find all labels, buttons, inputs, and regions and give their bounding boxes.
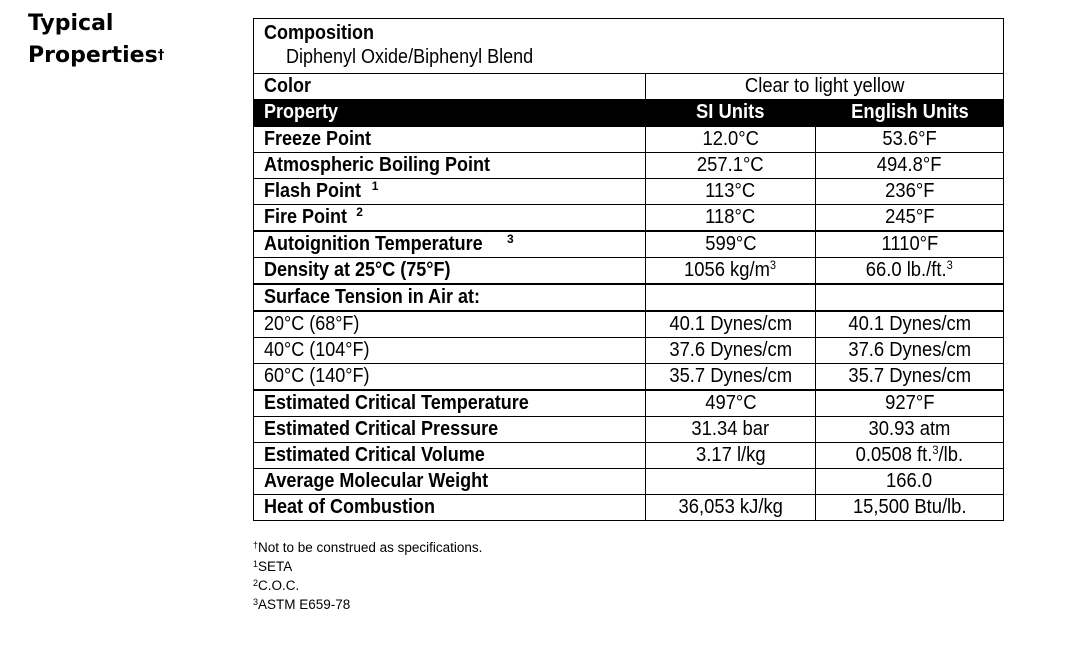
color-value: Clear to light yellow	[744, 75, 905, 97]
footnote	[253, 538, 482, 557]
english-value: 245°F	[884, 206, 935, 228]
property-name-cell	[254, 205, 646, 232]
color-label-cell	[254, 74, 646, 100]
si-value-cell	[646, 338, 816, 364]
property-name: Estimated Critical Pressure	[264, 418, 499, 440]
si-value-cell	[646, 126, 816, 153]
si-value: 599°C	[704, 233, 757, 255]
english-value-cell	[816, 311, 1004, 338]
si-value: 113°C	[705, 180, 756, 202]
english-value: 0.0508 ft.	[855, 444, 933, 466]
header-property-label: Property	[264, 101, 339, 123]
section-title-word: Properties	[28, 43, 158, 68]
property-name-cell	[254, 390, 646, 417]
property-row	[254, 153, 1004, 179]
english-value: 35.7 Dynes/cm	[848, 365, 971, 387]
property-row	[254, 179, 1004, 205]
english-value: 927°F	[884, 392, 935, 414]
color-row	[254, 74, 1004, 100]
property-name-cell	[254, 231, 646, 258]
footnote-mark: 1	[253, 559, 259, 569]
property-name-cell	[254, 258, 646, 285]
property-row	[254, 364, 1004, 391]
english-value-cell	[816, 390, 1004, 417]
header-property	[254, 100, 646, 127]
property-name: Density at 25°C (75°F)	[264, 259, 451, 281]
property-name-cell	[254, 311, 646, 338]
english-superscript: 3	[932, 443, 939, 457]
section-title	[28, 8, 228, 75]
property-name: Average Molecular Weight	[264, 470, 489, 492]
si-superscript: 3	[770, 258, 777, 272]
english-value: 66.0 lb./ft.	[866, 259, 947, 281]
property-row	[254, 390, 1004, 417]
si-value: 35.7 Dynes/cm	[669, 365, 792, 387]
footnote-mark: 3	[253, 597, 259, 607]
si-value: 257.1°C	[697, 154, 764, 176]
footnote-text: SETA	[258, 559, 293, 574]
si-value-cell	[646, 443, 816, 469]
english-value-cell	[816, 443, 1004, 469]
property-name: Heat of Combustion	[264, 496, 435, 518]
property-name: Freeze Point	[264, 128, 372, 150]
english-value: 1110°F	[881, 233, 938, 255]
section-title-line1: Typical	[28, 11, 114, 36]
si-value: 37.6 Dynes/cm	[669, 339, 792, 361]
si-value-cell	[646, 231, 816, 258]
english-value-cell	[816, 258, 1004, 285]
property-footnote-mark: 1	[371, 179, 379, 193]
property-name: 60°C (140°F)	[264, 365, 370, 387]
si-value-cell	[646, 258, 816, 285]
property-row	[254, 443, 1004, 469]
footnote-text: Not to be construed as specifications.	[258, 540, 483, 555]
footnote-text: C.O.C.	[258, 578, 300, 593]
si-value: 12.0°C	[702, 128, 759, 150]
english-value: 40.1 Dynes/cm	[848, 313, 971, 335]
property-name-cell	[254, 153, 646, 179]
english-value-tail: /lb.	[938, 444, 964, 466]
property-row	[254, 126, 1004, 153]
si-value-cell	[646, 205, 816, 232]
si-value-cell	[646, 179, 816, 205]
si-value: 1056 kg/m	[684, 259, 771, 281]
property-name-cell	[254, 469, 646, 495]
header-row	[254, 100, 1004, 127]
si-value-cell	[646, 469, 816, 495]
si-value: 3.17 l/kg	[695, 444, 766, 466]
header-english	[816, 100, 1004, 127]
property-row	[254, 231, 1004, 258]
property-name-cell	[254, 338, 646, 364]
english-value: 494.8°F	[877, 154, 942, 176]
property-name: Atmospheric Boiling Point	[264, 154, 491, 176]
composition-label: Composition	[264, 22, 374, 44]
english-value-cell	[816, 469, 1004, 495]
english-value: 15,500 Btu/lb.	[852, 496, 967, 518]
property-row	[254, 338, 1004, 364]
footnotes	[253, 538, 482, 614]
composition-row	[254, 19, 1004, 74]
footnote	[253, 595, 482, 614]
footnote-mark: 2	[253, 578, 259, 588]
si-value: 31.34 bar	[691, 418, 770, 440]
composition-value: Diphenyl Oxide/Biphenyl Blend	[286, 46, 534, 68]
english-value: 37.6 Dynes/cm	[848, 339, 971, 361]
property-name: Surface Tension in Air at:	[264, 286, 481, 308]
english-value-cell	[816, 205, 1004, 232]
english-value-cell	[816, 338, 1004, 364]
color-value-cell	[646, 74, 1004, 100]
footnote-text: ASTM E659-78	[258, 597, 351, 612]
english-value-cell	[816, 417, 1004, 443]
english-value-cell	[816, 126, 1004, 153]
property-name: Autoignition Temperature	[264, 233, 483, 255]
section-title-line2	[28, 40, 228, 75]
property-name: Flash Point	[264, 180, 362, 202]
header-si-label: SI Units	[696, 101, 765, 123]
property-name: 20°C (68°F)	[264, 313, 360, 335]
si-value-cell	[646, 153, 816, 179]
si-value-cell	[646, 417, 816, 443]
property-name: Estimated Critical Volume	[264, 444, 485, 466]
property-row	[254, 417, 1004, 443]
si-value-cell	[646, 390, 816, 417]
property-row	[254, 258, 1004, 285]
english-value-cell	[816, 364, 1004, 391]
property-name-cell	[254, 495, 646, 521]
property-name-cell	[254, 417, 646, 443]
si-value-cell	[646, 311, 816, 338]
property-row	[254, 284, 1004, 311]
property-row	[254, 469, 1004, 495]
property-name-cell	[254, 443, 646, 469]
english-superscript: 3	[946, 258, 953, 272]
si-value-cell	[646, 495, 816, 521]
property-name-cell	[254, 364, 646, 391]
property-name-cell	[254, 179, 646, 205]
dagger-mark: †	[157, 48, 165, 63]
si-value: 497°C	[704, 392, 757, 414]
property-name: 40°C (104°F)	[264, 339, 370, 361]
header-english-label: English Units	[850, 101, 969, 123]
property-footnote-mark: 2	[356, 205, 363, 219]
property-row	[254, 205, 1004, 232]
english-value-cell	[816, 153, 1004, 179]
english-value-cell	[816, 284, 1004, 311]
property-footnote-mark: 3	[506, 232, 514, 246]
footnote	[253, 557, 482, 576]
footnote	[253, 576, 482, 595]
english-value-cell	[816, 231, 1004, 258]
si-value-cell	[646, 284, 816, 311]
si-value: 40.1 Dynes/cm	[669, 313, 792, 335]
composition-cell	[254, 19, 1004, 74]
property-name: Fire Point	[264, 206, 348, 228]
si-value: 36,053 kJ/kg	[678, 496, 783, 518]
color-label: Color	[264, 75, 311, 97]
property-row	[254, 495, 1004, 521]
property-name: Estimated Critical Temperature	[264, 392, 529, 414]
si-value-cell	[646, 364, 816, 391]
property-name-cell	[254, 284, 646, 311]
footnote-mark: †	[253, 540, 259, 550]
english-value: 236°F	[884, 180, 935, 202]
property-row	[254, 311, 1004, 338]
si-value: 118°C	[705, 206, 756, 228]
property-name-cell	[254, 126, 646, 153]
english-value: 30.93 atm	[868, 418, 951, 440]
properties-table	[253, 18, 1004, 521]
english-value: 53.6°F	[882, 128, 937, 150]
header-si	[646, 100, 816, 127]
english-value-cell	[816, 179, 1004, 205]
english-value-cell	[816, 495, 1004, 521]
english-value: 166.0	[886, 470, 933, 492]
